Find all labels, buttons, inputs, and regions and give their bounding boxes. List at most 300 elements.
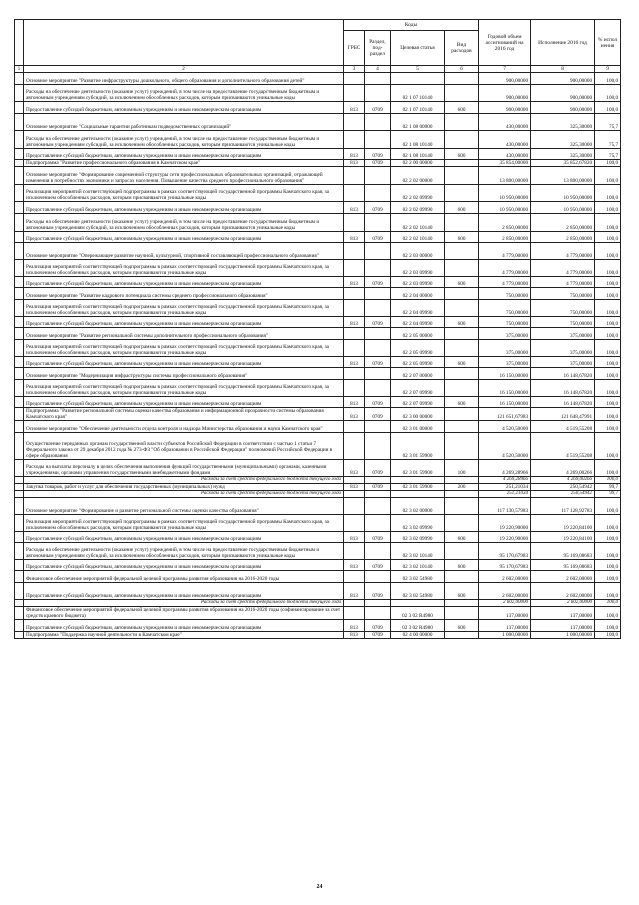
expense-type-cell: 100 xyxy=(445,460,479,477)
row-number-cell xyxy=(15,421,24,433)
row-number-cell xyxy=(15,160,24,167)
budget-table-sheet xyxy=(14,19,620,639)
target-article-cell: 02 3 01 59900 xyxy=(391,460,445,477)
row-name-cell: Расходы за счет средств федерального бюджета текущего года xyxy=(24,491,344,498)
row-name-cell: Финансовое обеспечение мероприятий федеральной целевой программы развития образования на 2016-2020 годы (софинансирование за счет средств краевого бюджета) xyxy=(24,607,344,620)
razdel-cell: 0709 xyxy=(365,202,391,214)
row-name-cell: Предоставление субсидий бюджетным, автономным учреждениям и иным некоммерческим организациям xyxy=(24,532,344,543)
header-grbs: ГРБС xyxy=(344,31,365,66)
percent-cell: 100,0 xyxy=(595,328,621,340)
execution-cell: 95 169,08683 xyxy=(531,560,595,571)
planned-volume-cell: 2 602,00000 xyxy=(479,583,531,600)
percent-cell: 100,0 xyxy=(595,232,621,243)
planned-volume-cell: 16 150,00000 xyxy=(479,380,531,397)
row-number-cell xyxy=(15,340,24,357)
percent-cell: 100,0 xyxy=(595,571,621,583)
percent-cell: 100,0 xyxy=(595,73,621,85)
row-name-cell: Реализация мероприятий соответствующей подпрограммы в рамках соответствующей государственной программы Камчатского края, за исключением обособленных расходов, которым присваиваются уникальные коды xyxy=(24,260,344,277)
row-number-cell xyxy=(15,73,24,85)
expense-type-cell xyxy=(445,340,479,357)
row-number-cell xyxy=(15,477,24,484)
expense-type-cell: 600 xyxy=(445,532,479,543)
row-number-cell xyxy=(15,317,24,328)
target-article-cell: 02 2 04 09990 xyxy=(391,300,445,317)
target-article-cell: 02 2 00 00000 xyxy=(391,160,445,167)
target-article-cell: 02 2 02 10140 xyxy=(391,232,445,243)
row-number-cell xyxy=(15,632,24,639)
grbs-cell: 813 xyxy=(344,532,365,543)
table-row xyxy=(15,421,621,433)
execution-cell: 1 000,00000 xyxy=(531,632,595,639)
table-row xyxy=(15,131,621,149)
target-article-cell: 02 3 02 54980 xyxy=(391,583,445,600)
table-row xyxy=(15,607,621,620)
planned-volume-cell: 35 854,00000 xyxy=(479,160,531,167)
row-name-cell: Предоставление субсидий бюджетным, автономным учреждениям и иным некоммерческим организациям xyxy=(24,583,344,600)
execution-cell: 16 148,67820 xyxy=(531,397,595,408)
expense-type-cell xyxy=(445,477,479,484)
percent-cell: 100,0 xyxy=(595,277,621,288)
expense-type-cell xyxy=(445,515,479,532)
execution-cell: 4 269,00266 xyxy=(531,460,595,477)
expense-type-cell: 600 xyxy=(445,357,479,368)
planned-volume-cell: 4 520,50000 xyxy=(479,433,531,460)
target-article-cell: 02 1 07 10140 xyxy=(391,102,445,114)
row-name-cell: Подпрограмма "Развитие региональной системы оценки качества образования и информационной прозрачности системы образования Камчатского края" xyxy=(24,408,344,421)
percent-cell: 100,0 xyxy=(595,85,621,102)
planned-volume-cell: 2 850,00000 xyxy=(479,232,531,243)
row-name-cell: Основное мероприятие "Обеспечение деятельности отдела контроля и надзора Министерства образования и науки Камчатского края" xyxy=(24,421,344,433)
execution-cell: 35 852,67820 xyxy=(531,160,595,167)
razdel-cell: 0709 xyxy=(365,632,391,639)
expense-type-cell: 600 xyxy=(445,620,479,632)
razdel-cell xyxy=(365,571,391,583)
razdel-cell: 0709 xyxy=(365,277,391,288)
razdel-cell xyxy=(365,167,391,185)
table-row xyxy=(15,328,621,340)
grbs-cell: 813 xyxy=(344,397,365,408)
planned-volume-cell: 16 150,00000 xyxy=(479,397,531,408)
column-numbers-row xyxy=(15,66,621,73)
row-name-cell: Основное мероприятие "Развитие региональной системы дополнительного профессионального образования" xyxy=(24,328,344,340)
table-body xyxy=(15,73,621,639)
grbs-cell xyxy=(344,498,365,515)
grbs-cell xyxy=(344,515,365,532)
grbs-cell: 813 xyxy=(344,484,365,491)
row-number-cell xyxy=(15,202,24,214)
razdel-cell xyxy=(365,260,391,277)
row-name-cell: Предоставление субсидий бюджетным, автономным учреждениям и иным некоммерческим организациям xyxy=(24,560,344,571)
expense-type-cell xyxy=(445,408,479,421)
planned-volume-cell: 750,00000 xyxy=(479,288,531,300)
expense-type-cell: 600 xyxy=(445,583,479,600)
row-name-cell: Реализация мероприятий соответствующей подпрограммы в рамках соответствующей государственной программы Камчатского края, за исключением обособленных расходов, которым присваиваются уникальные коды xyxy=(24,380,344,397)
grbs-cell xyxy=(344,214,365,232)
target-article-cell: 02 2 04 00000 xyxy=(391,288,445,300)
planned-volume-cell: 117 130,57983 xyxy=(479,498,531,515)
target-article-cell: 02 2 03 00000 xyxy=(391,243,445,260)
execution-cell: 121 648,47991 xyxy=(531,408,595,421)
execution-cell: 13 800,00000 xyxy=(531,167,595,185)
table-subtotal-row xyxy=(15,477,621,484)
table-row xyxy=(15,368,621,380)
row-number-cell xyxy=(15,620,24,632)
row-number-cell xyxy=(15,368,24,380)
expense-type-cell: 600 xyxy=(445,397,479,408)
execution-cell: 19 220,84100 xyxy=(531,532,595,543)
razdel-cell xyxy=(365,368,391,380)
razdel-cell: 0709 xyxy=(365,460,391,477)
expense-type-cell xyxy=(445,214,479,232)
row-number-cell xyxy=(15,498,24,515)
target-article-cell: 02 2 02 10140 xyxy=(391,214,445,232)
expense-type-cell: 200 xyxy=(445,484,479,491)
execution-cell: 16 148,67820 xyxy=(531,368,595,380)
target-article-cell: 02 3 01 00000 xyxy=(391,421,445,433)
target-article-cell: 02 3 02 09990 xyxy=(391,532,445,543)
target-article-cell: 02 2 07 09990 xyxy=(391,397,445,408)
expense-type-cell: 600 xyxy=(445,277,479,288)
row-number-cell xyxy=(15,484,24,491)
target-article-cell xyxy=(391,491,445,498)
header-codes: Коды xyxy=(344,20,479,31)
target-article-cell: 02 2 05 09990 xyxy=(391,340,445,357)
table-row xyxy=(15,85,621,102)
expense-type-cell xyxy=(445,433,479,460)
planned-volume-cell: 121 651,67983 xyxy=(479,408,531,421)
row-number-cell xyxy=(15,583,24,600)
execution-cell: 4 779,00000 xyxy=(531,260,595,277)
row-number-cell xyxy=(15,214,24,232)
percent-cell: 100,0 xyxy=(595,317,621,328)
target-article-cell: 02 2 02 09990 xyxy=(391,202,445,214)
razdel-cell xyxy=(365,340,391,357)
row-name-cell: Финансовое обеспечение мероприятий федеральной целевой программы развития образования на 2016-2020 годы xyxy=(24,571,344,583)
planned-volume-cell: 430,00000 xyxy=(479,149,531,160)
grbs-cell xyxy=(344,260,365,277)
razdel-cell xyxy=(365,607,391,620)
execution-cell: 19 220,84100 xyxy=(531,515,595,532)
execution-cell: 95 169,08683 xyxy=(531,543,595,560)
row-name-cell: Основное мероприятие "Развитие кадрового потенциала системы среднего профессионального образования" xyxy=(24,288,344,300)
budget-execution-table xyxy=(14,19,621,639)
col-number: 5 xyxy=(391,66,445,73)
razdel-cell xyxy=(365,477,391,484)
expense-type-cell xyxy=(445,632,479,639)
planned-volume-cell: 375,00000 xyxy=(479,340,531,357)
table-row xyxy=(15,543,621,560)
row-name-cell: Реализация мероприятий соответствующей подпрограммы в рамках соответствующей государственной программы Камчатского края, за исключением обособленных расходов, которым присваиваются уникальные коды xyxy=(24,340,344,357)
col-number: 6 xyxy=(445,66,479,73)
target-article-cell: 02 2 02 00000 xyxy=(391,167,445,185)
razdel-cell: 0709 xyxy=(365,560,391,571)
execution-cell: 137,00000 xyxy=(531,607,595,620)
planned-volume-cell: 4 269,28966 xyxy=(479,460,531,477)
grbs-cell xyxy=(344,421,365,433)
grbs-cell xyxy=(344,600,365,607)
expense-type-cell xyxy=(445,85,479,102)
execution-cell: 4 519,55208 xyxy=(531,421,595,433)
percent-cell: 100,0 xyxy=(595,477,621,484)
table-subtotal-row xyxy=(15,491,621,498)
row-name-cell: Предоставление субсидий бюджетным, автономным учреждениям и иным некоммерческим организациям xyxy=(24,149,344,160)
expense-type-cell: 600 xyxy=(445,232,479,243)
percent-cell: 100,0 xyxy=(595,243,621,260)
percent-cell: 100,0 xyxy=(595,460,621,477)
execution-cell: 4 519,55208 xyxy=(531,433,595,460)
razdel-cell: 0709 xyxy=(365,408,391,421)
row-name-cell: Предоставление субсидий бюджетным, автономным учреждениям и иным некоммерческим организациям xyxy=(24,202,344,214)
grbs-cell xyxy=(344,300,365,317)
planned-volume-cell: 4 269,28966 xyxy=(479,477,531,484)
razdel-cell xyxy=(365,498,391,515)
planned-volume-cell: 4 779,00000 xyxy=(479,277,531,288)
target-article-cell: 02 1 07 10140 xyxy=(391,85,445,102)
row-name-cell: Закупка товаров, работ и услуг для обеспечения государственных (муниципальных) нужд xyxy=(24,484,344,491)
execution-cell: 900,00000 xyxy=(531,102,595,114)
planned-volume-cell: 19 220,90000 xyxy=(479,532,531,543)
grbs-cell: 813 xyxy=(344,620,365,632)
percent-cell: 100,0 xyxy=(595,160,621,167)
expense-type-cell xyxy=(445,607,479,620)
grbs-cell xyxy=(344,167,365,185)
expense-type-cell: 600 xyxy=(445,560,479,571)
table-row xyxy=(15,583,621,600)
table-row xyxy=(15,484,621,491)
expense-type-cell xyxy=(445,185,479,202)
table-row xyxy=(15,232,621,243)
razdel-cell: 0709 xyxy=(365,583,391,600)
target-article-cell xyxy=(391,600,445,607)
row-name-cell: Расходы на обеспечение деятельности (оказание услуг) учреждений, в том числе на предоставление государственным бюджетным и автономным учреждениям субсидий, за исключением обособленных расходов, которым присваиваются уникальные коды xyxy=(24,214,344,232)
planned-volume-cell: 375,00000 xyxy=(479,328,531,340)
table-row xyxy=(15,102,621,114)
execution-cell: 250,54942 xyxy=(531,491,595,498)
expense-type-cell: 600 xyxy=(445,202,479,214)
row-number-cell xyxy=(15,357,24,368)
row-number-cell xyxy=(15,328,24,340)
grbs-cell xyxy=(344,131,365,149)
grbs-cell xyxy=(344,477,365,484)
percent-cell: 100,0 xyxy=(595,532,621,543)
expense-type-cell xyxy=(445,421,479,433)
row-number-cell xyxy=(15,515,24,532)
razdel-cell xyxy=(365,214,391,232)
percent-cell: 100,0 xyxy=(595,408,621,421)
table-subtotal-row xyxy=(15,600,621,607)
expense-type-cell: 600 xyxy=(445,149,479,160)
target-article-cell: 02 3 01 59900 xyxy=(391,433,445,460)
execution-cell: 2 850,00000 xyxy=(531,232,595,243)
table-row xyxy=(15,433,621,460)
page-number: 24 xyxy=(316,884,323,890)
execution-cell: 375,00000 xyxy=(531,328,595,340)
table-row xyxy=(15,357,621,368)
table-row xyxy=(15,632,621,639)
grbs-cell: 813 xyxy=(344,632,365,639)
razdel-cell xyxy=(365,328,391,340)
header-volume: Годовой объем ассигнований на 2016 год xyxy=(479,20,531,66)
row-name-cell: Основное мероприятие "Формирование современной структуры сети профессиональных образовательных организаций, отражающей изменения в потребностях экономики и запросах населения. Повышение качества среднего профессионального образования" xyxy=(24,167,344,185)
expense-type-cell xyxy=(445,160,479,167)
row-number-cell xyxy=(15,260,24,277)
row-number-cell xyxy=(15,288,24,300)
col-number: 9 xyxy=(595,66,621,73)
grbs-cell: 813 xyxy=(344,149,365,160)
row-name-cell: Предоставление субсидий бюджетным, автономным учреждениям и иным некоммерческим организациям xyxy=(24,102,344,114)
razdel-cell xyxy=(365,380,391,397)
header-execution: Исполнение 2016 год xyxy=(531,20,595,66)
planned-volume-cell: 4 779,00000 xyxy=(479,243,531,260)
target-article-cell: 02 4 00 00000 xyxy=(391,632,445,639)
table-row xyxy=(15,73,621,85)
expense-type-cell xyxy=(445,600,479,607)
planned-volume-cell: 430,00000 xyxy=(479,131,531,149)
table-row xyxy=(15,114,621,131)
row-number-cell xyxy=(15,85,24,102)
execution-cell: 4 269,00266 xyxy=(531,477,595,484)
grbs-cell xyxy=(344,114,365,131)
header-target: Целевая статья xyxy=(391,31,445,66)
target-article-cell: 02 3 02 R4980 xyxy=(391,620,445,632)
table-row xyxy=(15,498,621,515)
execution-cell: 375,00000 xyxy=(531,357,595,368)
planned-volume-cell: 95 170,67983 xyxy=(479,543,531,560)
percent-cell: 100,0 xyxy=(595,202,621,214)
planned-volume-cell: 16 150,00000 xyxy=(479,368,531,380)
percent-cell: 75,7 xyxy=(595,131,621,149)
target-article-cell: 02 2 07 09990 xyxy=(391,380,445,397)
razdel-cell xyxy=(365,73,391,85)
razdel-cell: 0709 xyxy=(365,532,391,543)
percent-cell: 100,0 xyxy=(595,380,621,397)
expense-type-cell xyxy=(445,114,479,131)
row-number-cell xyxy=(15,300,24,317)
percent-cell: 99,7 xyxy=(595,484,621,491)
grbs-cell: 813 xyxy=(344,202,365,214)
target-article-cell: 02 3 02 10140 xyxy=(391,560,445,571)
expense-type-cell: 600 xyxy=(445,102,479,114)
grbs-cell: 813 xyxy=(344,232,365,243)
execution-cell: 2 602,00000 xyxy=(531,583,595,600)
razdel-cell xyxy=(365,433,391,460)
percent-cell: 100,0 xyxy=(595,260,621,277)
percent-cell: 100,0 xyxy=(595,632,621,639)
planned-volume-cell: 13 800,00000 xyxy=(479,167,531,185)
percent-cell: 75,7 xyxy=(595,114,621,131)
razdel-cell: 0709 xyxy=(365,102,391,114)
row-name-cell: Предоставление субсидий бюджетным, автономным учреждениям и иным некоммерческим организациям xyxy=(24,357,344,368)
row-name-cell: Предоставление субсидий бюджетным, автономным учреждениям и иным некоммерческим организациям xyxy=(24,620,344,632)
row-number-cell xyxy=(15,543,24,560)
grbs-cell: 813 xyxy=(344,160,365,167)
razdel-cell xyxy=(365,421,391,433)
execution-cell: 900,00000 xyxy=(531,73,595,85)
execution-cell: 2 602,00000 xyxy=(531,600,595,607)
grbs-cell xyxy=(344,607,365,620)
planned-volume-cell: 95 170,67983 xyxy=(479,560,531,571)
grbs-cell: 813 xyxy=(344,277,365,288)
target-article-cell: 02 2 04 09990 xyxy=(391,317,445,328)
row-name-cell: Основное мероприятие "Формирование и развитие региональной системы оценки качества образования" xyxy=(24,498,344,515)
target-article-cell: 02 2 05 09990 xyxy=(391,357,445,368)
row-number-cell xyxy=(15,600,24,607)
expense-type-cell xyxy=(445,167,479,185)
row-name-cell: Основное мероприятие "Социальные гарантии работникам подведомственных организаций" xyxy=(24,114,344,131)
planned-volume-cell: 251,21034 xyxy=(479,484,531,491)
percent-cell: 100,0 xyxy=(595,583,621,600)
row-name-cell: Реализация мероприятий соответствующей подпрограммы в рамках соответствующей государственной программы Камчатского края, за исключением обособленных расходов, которым присваиваются уникальные коды xyxy=(24,515,344,532)
razdel-cell xyxy=(365,131,391,149)
row-name-cell: Основное мероприятие "Модернизация инфраструктуры системы профессионального образования" xyxy=(24,368,344,380)
razdel-cell xyxy=(365,243,391,260)
razdel-cell xyxy=(365,300,391,317)
percent-cell: 100,0 xyxy=(595,607,621,620)
grbs-cell: 813 xyxy=(344,102,365,114)
row-number-cell xyxy=(15,167,24,185)
table-row xyxy=(15,571,621,583)
razdel-cell xyxy=(365,85,391,102)
row-name-cell: Осуществление переданных органам государственной власти субъектов Российской Федерации в соответствии с частью 1 статьи 7 Федерального закона от 29 декабря 2012 года № 273-ФЗ "Об образовании в Российской Федерации" полномочий Российской Федерации в сфере образования xyxy=(24,433,344,460)
planned-volume-cell: 2 602,00000 xyxy=(479,571,531,583)
grbs-cell xyxy=(344,328,365,340)
planned-volume-cell: 251,21034 xyxy=(479,491,531,498)
target-article-cell: 02 1 08 10140 xyxy=(391,131,445,149)
razdel-cell: 0709 xyxy=(365,620,391,632)
percent-cell: 100,0 xyxy=(595,421,621,433)
table-row xyxy=(15,260,621,277)
row-number-cell xyxy=(15,491,24,498)
planned-volume-cell: 2 602,00000 xyxy=(479,600,531,607)
planned-volume-cell: 900,00000 xyxy=(479,73,531,85)
row-name-cell: Расходы на обеспечение деятельности (оказание услуг) учреждений, в том числе на предоставление государственным бюджетным и автономным учреждениям субсидий, за исключением обособленных расходов, которым присваиваются уникальные коды xyxy=(24,85,344,102)
row-name-cell: Предоставление субсидий бюджетным, автономным учреждениям и иным некоммерческим организациям xyxy=(24,317,344,328)
row-name-cell: Расходы на обеспечение деятельности (оказание услуг) учреждений, в том числе на предоставление государственным бюджетным и автономным учреждениям субсидий, за исключением обособленных расходов, которым присваиваются уникальные коды xyxy=(24,131,344,149)
planned-volume-cell: 900,00000 xyxy=(479,85,531,102)
col-number: 7 xyxy=(479,66,531,73)
planned-volume-cell: 1 000,00000 xyxy=(479,632,531,639)
grbs-cell xyxy=(344,571,365,583)
row-name-cell: Подпрограмма "Поддержка научной деятельности в Камчатском крае" xyxy=(24,632,344,639)
expense-type-cell xyxy=(445,73,479,85)
row-name-cell: Основное мероприятие "Опережающее развитие научной, культурной, спортивной составляющей профессионального образования" xyxy=(24,243,344,260)
percent-cell: 100,0 xyxy=(595,357,621,368)
row-name-cell: Предоставление субсидий бюджетным, автономным учреждениям и иным некоммерческим организациям xyxy=(24,397,344,408)
table-row xyxy=(15,300,621,317)
grbs-cell: 813 xyxy=(344,408,365,421)
target-article-cell: 02 1 08 00000 xyxy=(391,114,445,131)
target-article-cell: 02 2 03 09990 xyxy=(391,277,445,288)
expense-type-cell: 600 xyxy=(445,317,479,328)
grbs-cell xyxy=(344,85,365,102)
execution-cell: 2 850,00000 xyxy=(531,214,595,232)
grbs-cell xyxy=(344,340,365,357)
table-row xyxy=(15,515,621,532)
expense-type-cell xyxy=(445,328,479,340)
row-number-cell xyxy=(15,232,24,243)
razdel-cell: 0709 xyxy=(365,149,391,160)
grbs-cell: 813 xyxy=(344,583,365,600)
table-row xyxy=(15,243,621,260)
target-article-cell: 02 2 05 00000 xyxy=(391,328,445,340)
percent-cell: 100,0 xyxy=(595,515,621,532)
execution-cell: 375,00000 xyxy=(531,340,595,357)
execution-cell: 10 950,00000 xyxy=(531,185,595,202)
table-row xyxy=(15,185,621,202)
table-row xyxy=(15,620,621,632)
grbs-cell: 813 xyxy=(344,560,365,571)
execution-cell: 750,00000 xyxy=(531,317,595,328)
